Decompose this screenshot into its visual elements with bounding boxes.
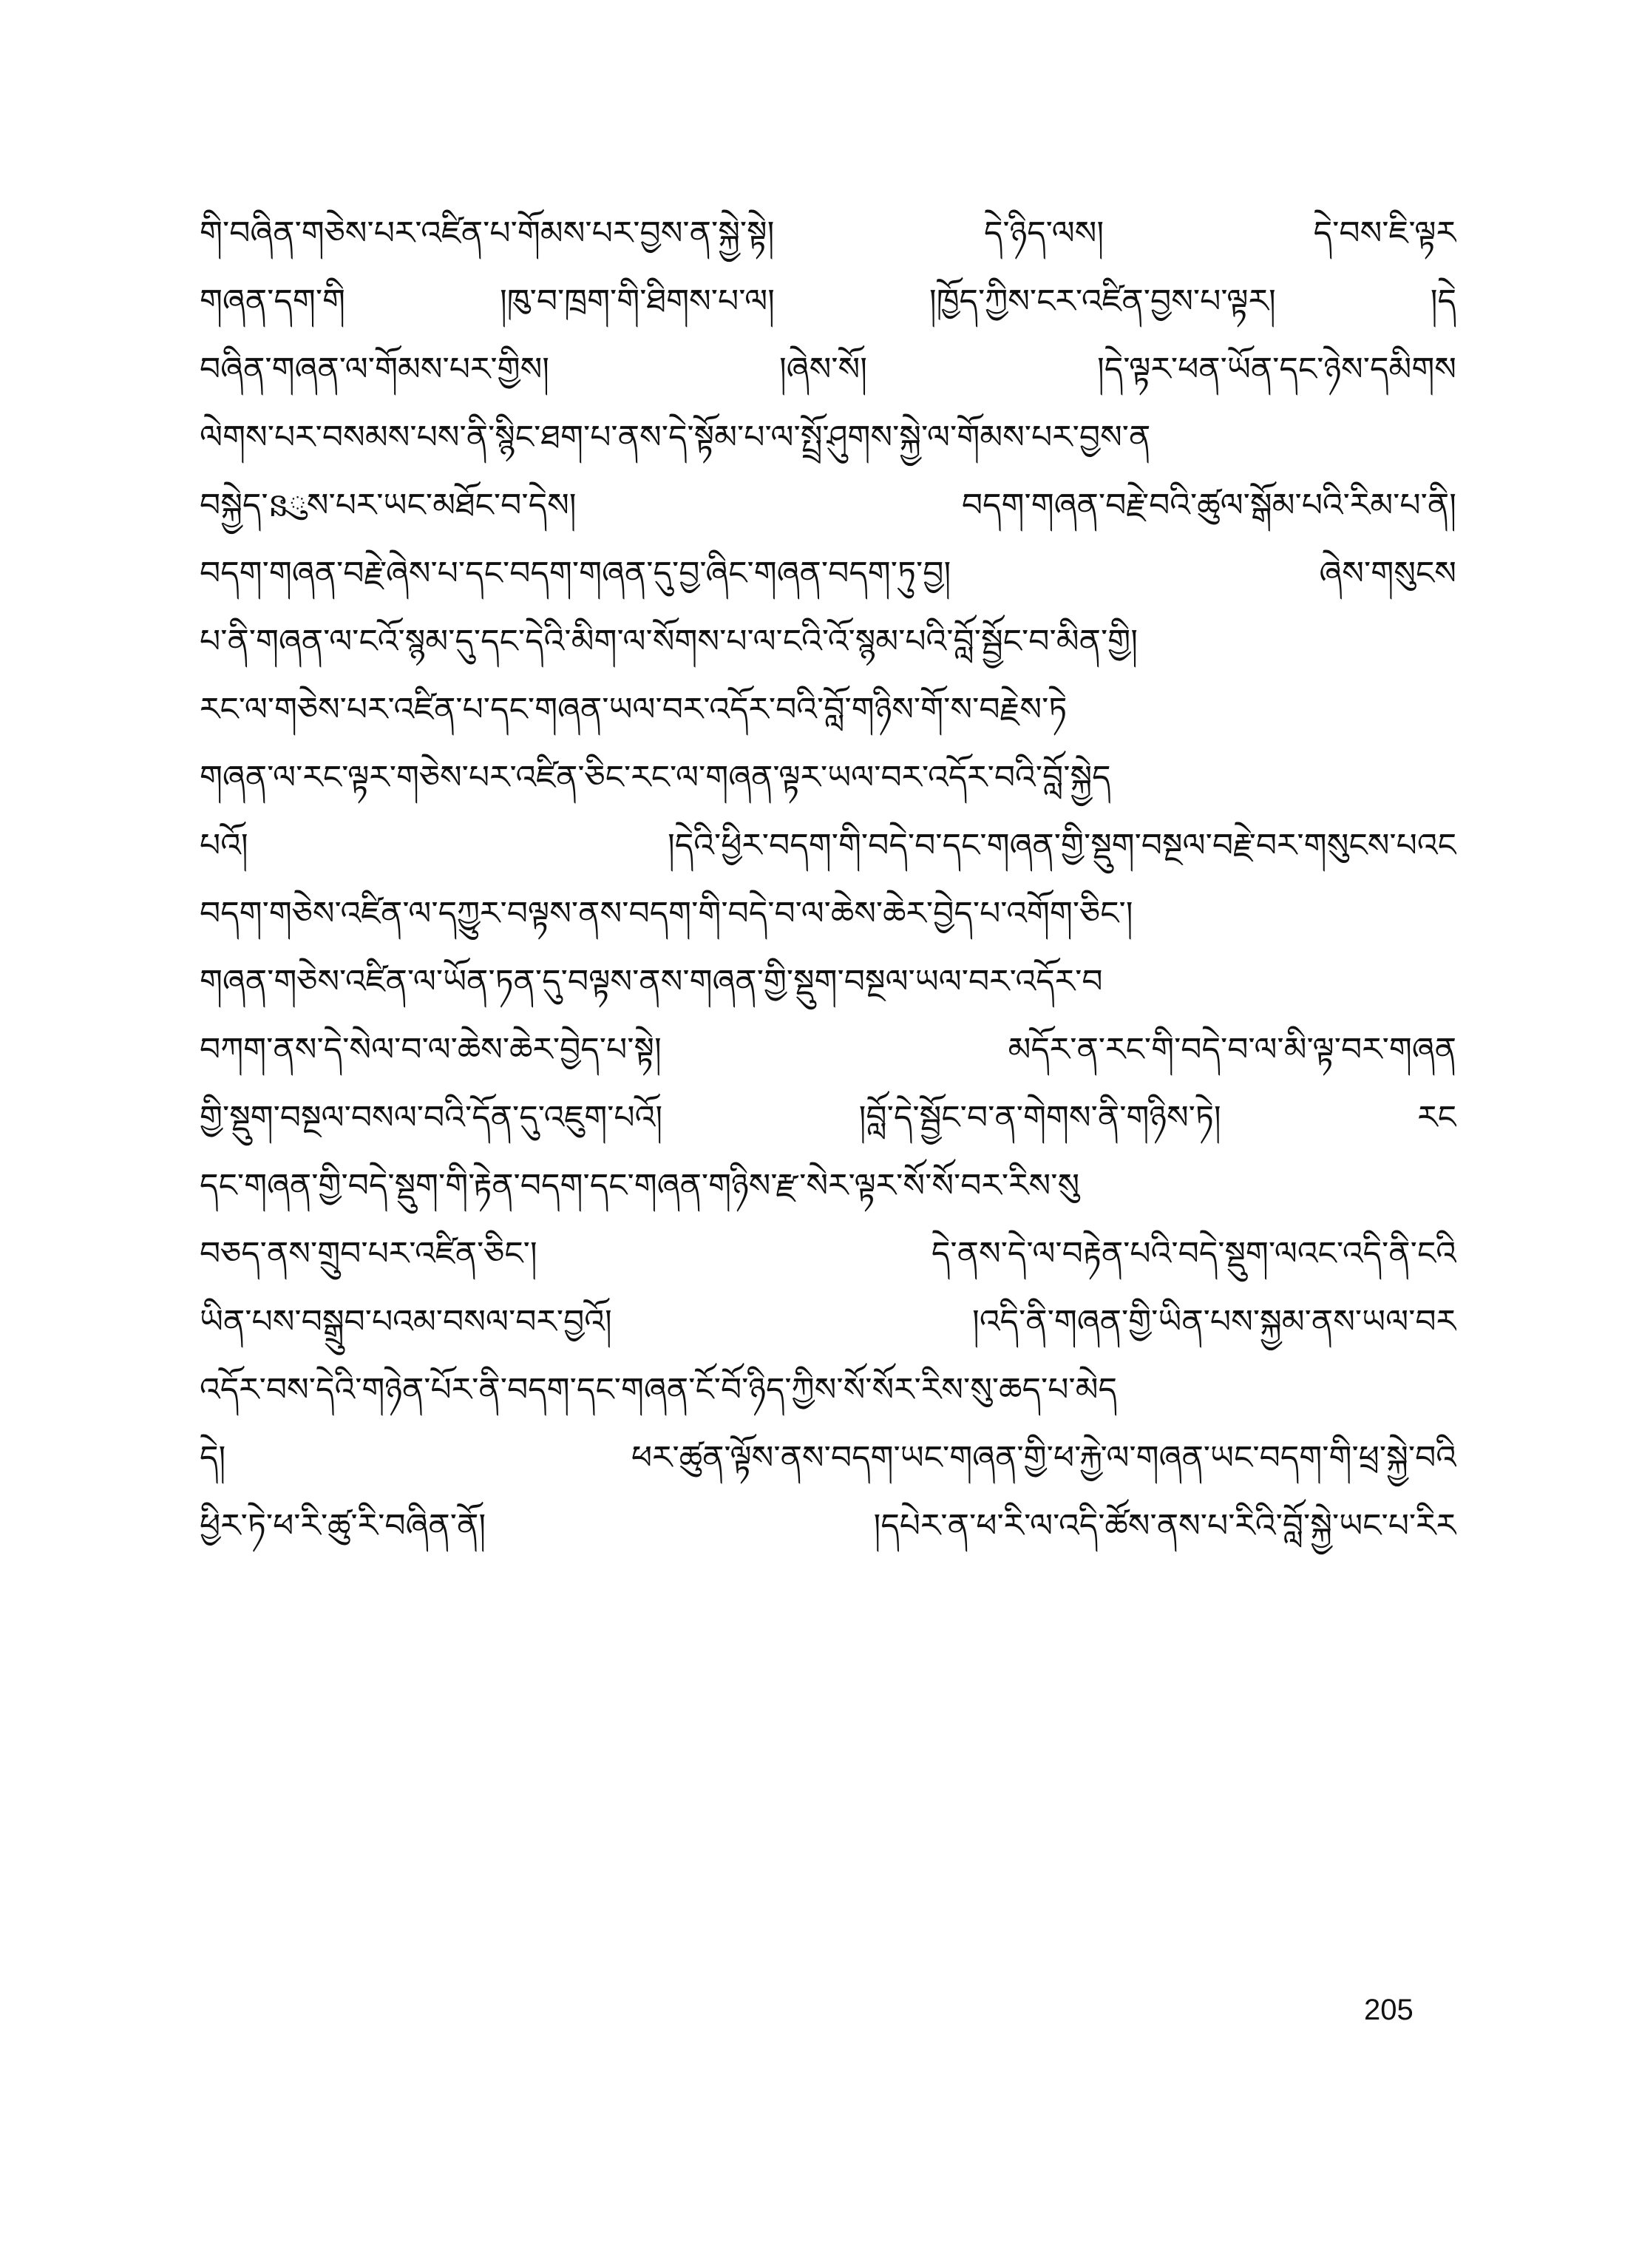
text-line: པའོ། །དེའི་ཕྱིར་བདག་གི་བདེ་བ་དང་གཞན་གྱི་སྡུག་བསྔལ་བརྗེ་བར་གསུངས་པའང — [200, 827, 1456, 864]
text-line: བདག་གཅེས་འཛིན་ལ་དཀྱུར་བལྟས་ནས་བདག་གི་བདེ་བ་ལ་ཆེས་ཆེར་བྱེད་པ་འགོག་ཅིང་། — [200, 895, 1133, 932]
text-line: བཞིན་གཞན་ལ་གོམས་པར་གྱིས། །ཞེས་སོ། །དེ་ལྟར་ཕན་ཡོན་དང་ཉེས་དམིགས — [200, 351, 1456, 388]
text-line: ཕྱིར་ཏེ་ཕ་རི་ཚུ་རི་བཞིན་ནོ། །དཔེར་ན་ཕ་རི་ལ་འདི་ཚོས་ནས་པ་རིའི་བློ་སྐྱེ་ཡང་པ་རིར — [200, 1507, 1456, 1545]
text-line: བཅད་ནས་གྲུབ་པར་འཛིན་ཅིང་། དེ་ནས་དེ་ལ་བརྟེན་པའི་བདེ་སྡུག་ལའང་འདི་ནི་ངའི — [200, 1235, 1456, 1273]
text-line: གི་བཞིན་གཅེས་པར་འཛིན་པ་གོམས་པར་བྱས་ན་སྐྱེ་སྟེ། དེ་ཉིད་ལས། དེ་བས་ཇི་ལྟར — [200, 214, 1456, 252]
text-line: གཞན་ལ་རང་ལྟར་གཅེས་པར་འཛིན་ཅིང་རང་ལ་གཞན་ལྟར་ཡལ་བར་འདོར་བའི་བློ་སྐྱེད — [200, 759, 1111, 796]
text-line: པ་ནི་གཞན་ལ་ངའོ་སྙམ་དུ་དང་དེའི་མིག་ལ་སོགས་པ་ལ་ངའི་འོ་སྙམ་པའི་བློ་སྦྱོང་བ་མིན་གྱི། — [200, 623, 1138, 660]
text-line: རང་ལ་གཅེས་པར་འཛིན་པ་དང་གཞན་ཡལ་བར་འདོར་བའི་བློ་གཉིས་གོ་ས་བརྗེས་ཏེ — [200, 691, 1068, 728]
text-line: གྱི་སྡུག་བསྔལ་བསལ་བའི་དོན་དུ་འཇུག་པའོ། །བློ་དེ་སྦྱོང་བ་ན་གེགས་ནི་གཉིས་ཏེ། རང — [200, 1099, 1456, 1137]
text-line: བདག་གཞན་བརྗེ་ཞེས་པ་དང་བདག་གཞན་དུ་བྱ་ཞིང་གཞན་བདག་ཏུ་བྱ། ཞེས་གསུངས — [200, 555, 1456, 592]
text-line: དང་གཞན་གྱི་བདེ་སྡུག་གི་རྟེན་བདག་དང་གཞན་གཉིས་རྫ་སེར་ལྟར་སོ་སོ་བར་རིས་སུ — [200, 1167, 1080, 1205]
text-line: བཀག་ནས་དེ་སེལ་བ་ལ་ཆེས་ཆེར་བྱེད་པ་སྟེ། མདོར་ན་རང་གི་བདེ་བ་ལ་མི་ལྟ་བར་གཞན — [200, 1031, 1456, 1069]
text-line: འདོར་བས་དེའི་གཉེན་པོར་ནི་བདག་དང་གཞན་ངོ་བོ་ཉིད་ཀྱིས་སོ་སོར་རིས་སུ་ཆད་པ་མེད — [200, 1371, 1118, 1409]
text-line: གཞན་དག་གི །ཁུ་བ་ཁྲག་གི་ཐིགས་པ་ལ། །ཁྱོད་ཀྱིས་ངར་འཛིན་བྱས་པ་ལྟར། །དེ — [200, 282, 1456, 320]
text-line: ལེགས་པར་བསམས་པས་ནི་སྙིང་ཐག་པ་ནས་དེ་སྟོམ་པ་ལ་སྤྲོ་ཤུགས་སྐྱེ་ལ་གོམས་པར་བྱས་ན — [200, 419, 1151, 456]
text-line: ཡིན་པས་བསྒྲུབ་པའམ་བསལ་བར་བྱའོ། །འདི་ནི་གཞན་གྱི་ཡིན་པས་སྐྱམ་ནས་ཡལ་བར — [200, 1303, 1456, 1341]
page-number: 205 — [1364, 1994, 1414, 2026]
text-line: གཞན་གཅེས་འཛིན་ལ་ཡོན་ཏན་དུ་བལྟས་ནས་གཞན་གྱི་སྡུག་བསྔལ་ཡལ་བར་འདོར་བ — [200, 963, 1103, 1001]
body-text — [200, 200, 1456, 1560]
text-line: བསྐྱེད་នུས་པར་ཡང་མཐོང་བ་དེས། བདག་གཞན་བརྗེ་བའི་ཚུལ་སྒོམ་པའི་རིམ་པ་ནི། — [200, 487, 1456, 524]
text-line: དེ། ཕར་ཚུན་ལྟོས་ནས་བདག་ཡང་གཞན་གྱི་ཕ་རྐྱེ་ལ་གཞན་ཡང་བདག་གི་ཕྲ་སྐྱེ་བའི — [200, 1439, 1456, 1477]
